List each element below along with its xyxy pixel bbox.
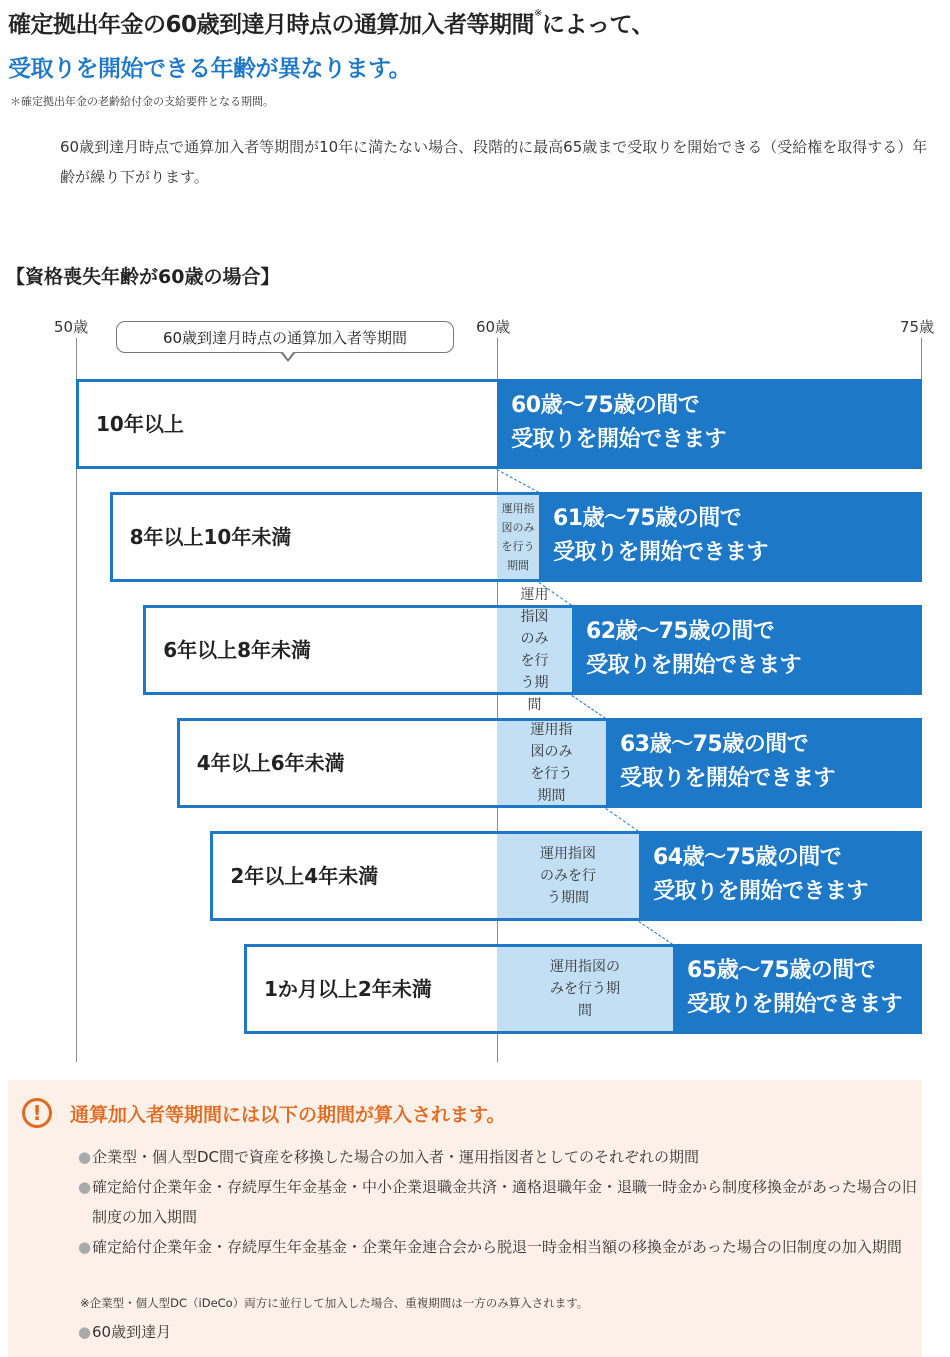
heading-line2: 受取りを開始できる年齢が異なります。 xyxy=(8,56,412,82)
note-item: ●企業型・個人型DC間で資産を移換した場合の加入者・運用指図者としてのそれぞれの期間 xyxy=(78,1148,700,1166)
note-item: ● 確定給付企業年金・存続厚生年金基金・企業年金連合会から脱退一時金相当額の移換金があった場合の旧制度の加入期間 xyxy=(78,1238,902,1256)
note-subnote: ※企業型・個人型DC（iDeCo）両方に並行して加入した場合、重複期間は一方のみ算入されます。 xyxy=(80,1296,589,1310)
dashed-connector xyxy=(571,695,606,719)
receipt-start-text: 受取りを開始できます xyxy=(553,540,769,565)
receipt-start-box xyxy=(497,379,922,469)
receipt-start-age: 63歳～75歳の間で xyxy=(620,732,809,757)
heading-mark: ※ xyxy=(534,8,542,19)
receipt-start-text: 受取りを開始できます xyxy=(586,653,802,678)
period-row-label: 6年以上8年未満 xyxy=(163,638,312,662)
receipt-start-box xyxy=(572,605,922,695)
receipt-start-age: 62歳～75歳の間で xyxy=(586,619,775,644)
receipt-start-age: 60歳～75歳の間で xyxy=(511,393,700,418)
period-row-label: 1か月以上2年未満 xyxy=(264,977,432,1001)
period-row-label: 8年以上10年未満 xyxy=(129,525,292,549)
note-item: ● 確定給付企業年金・存続厚生年金基金・中小企業退職金共済・適格退職年金・退職一時金から制度移換金があった場合の旧制度の加入期間 xyxy=(78,1178,917,1226)
receipt-start-text: 受取りを開始できます xyxy=(653,879,869,904)
axis-line-end xyxy=(921,338,922,380)
axis-label-end: 75歳 xyxy=(900,318,935,336)
operation-only-period: 運用指図のみを行う期間 xyxy=(497,944,673,1034)
receipt-start-text: 受取りを開始できます xyxy=(687,992,903,1017)
footnote: ＊確定拠出年金の老齢給付金の支給要件となる期間。 xyxy=(10,95,274,108)
dashed-connector xyxy=(638,921,673,945)
operation-only-period: 運用指図のみを行う期間 xyxy=(497,605,572,695)
section-title: 【資格喪失年齢が60歳の場合】 xyxy=(6,266,280,288)
callout-tail-inner xyxy=(282,351,294,359)
note-title: 通算加入者等期間には以下の期間が算入されます。 xyxy=(70,1104,506,1126)
receipt-start-age: 64歳～75歳の間で xyxy=(653,845,842,870)
period-row-label: 2年以上4年未満 xyxy=(230,864,379,888)
period-row-label: 4年以上6年未満 xyxy=(196,751,345,775)
receipt-start-text: 受取りを開始できます xyxy=(620,766,836,791)
receipt-start-box xyxy=(673,944,922,1034)
receipt-start-age: 65歳～75歳の間で xyxy=(687,958,876,983)
axis-label-start: 50歳 xyxy=(54,318,89,336)
receipt-start-text: 受取りを開始できます xyxy=(511,427,727,452)
warning-icon: ! xyxy=(22,1098,52,1128)
note-item-last: ●60歳到達月 xyxy=(78,1323,172,1341)
receipt-start-box xyxy=(539,492,922,582)
receipt-start-box xyxy=(606,718,922,808)
receipt-start-box xyxy=(639,831,922,921)
dashed-connector xyxy=(497,469,539,493)
axis-label-middle: 60歳 xyxy=(476,318,511,336)
heading-line1: 確定拠出年金の60歳到達月時点の通算加入者等期間※によって、 xyxy=(8,8,654,38)
operation-only-period: 運用指図のみを行う期間 xyxy=(497,492,539,582)
operation-only-period: 運用指図のみを行う期間 xyxy=(497,831,639,921)
description: 60歳到達月時点で通算加入者等期間が10年に満たない場合、段階的に最高65歳まで受取りを開始できる（受給権を取得する）年齢が繰り下がります。 xyxy=(60,138,928,186)
period-row-label: 10年以上 xyxy=(96,412,184,436)
dashed-connector xyxy=(605,808,639,832)
period-callout: 60歳到達月時点の通算加入者等期間 xyxy=(116,321,454,353)
operation-only-period: 運用指図のみを行う期間 xyxy=(497,718,606,808)
receipt-start-age: 61歳～75歳の間で xyxy=(553,506,742,531)
